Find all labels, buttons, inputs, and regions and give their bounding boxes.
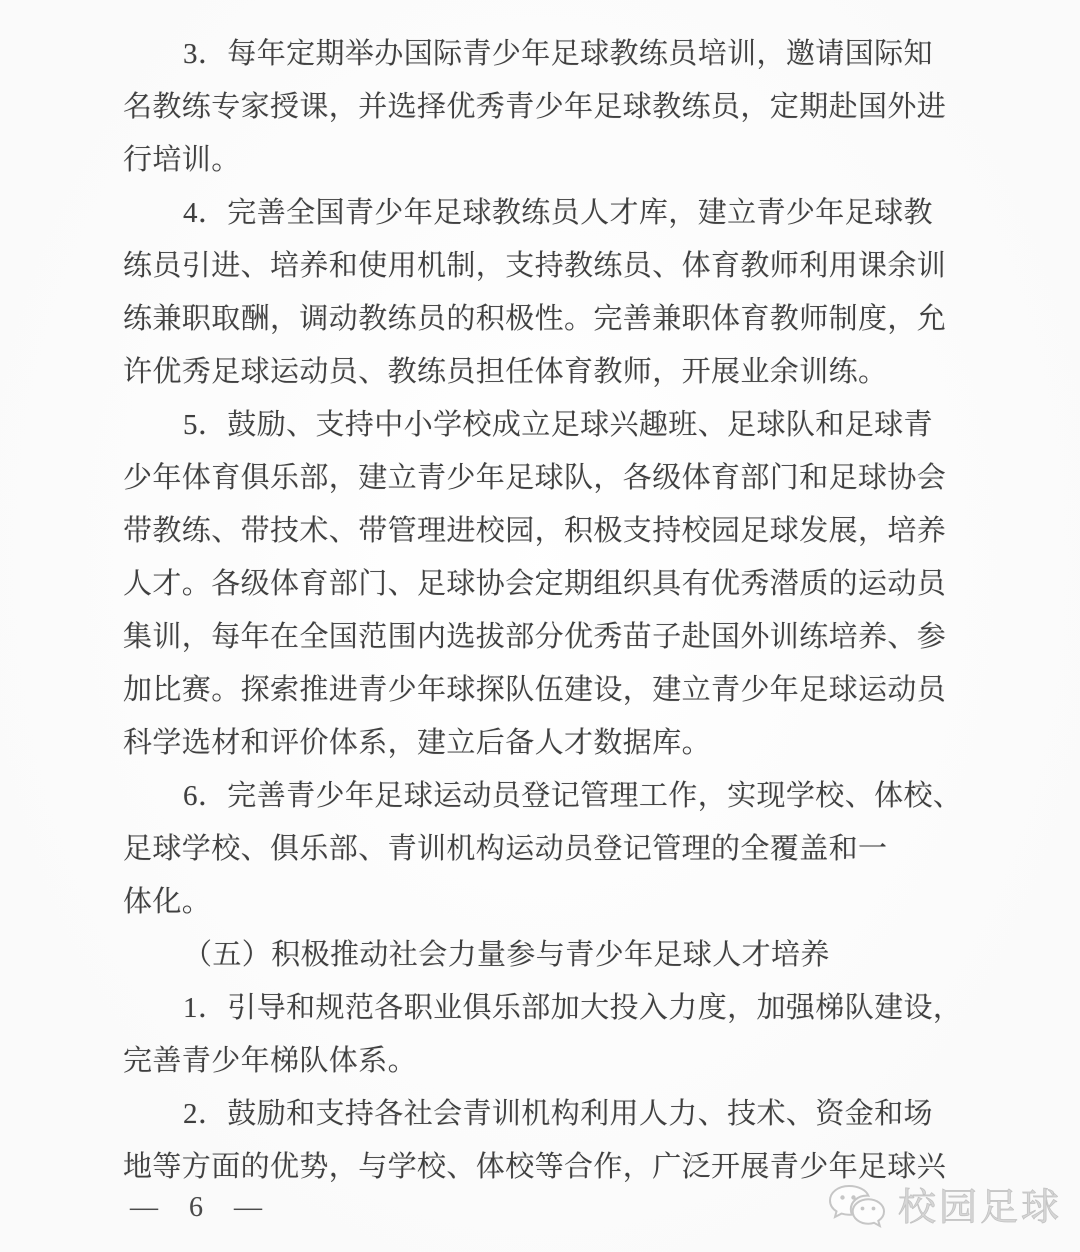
text-line: 科学选材和评价体系，建立后备人才数据库。 bbox=[123, 727, 712, 759]
text-line: 带教练、带技术、带管理进校园，积极支持校园足球发展，培养 bbox=[123, 515, 947, 547]
text-line: 体化。 bbox=[123, 886, 212, 918]
text-line: 行培训。 bbox=[123, 144, 241, 176]
text-line: 4．完善全国青少年足球教练员人才库，建立青少年足球教 bbox=[183, 197, 933, 229]
text-line: （五）积极推动社会力量参与青少年足球人才培养 bbox=[183, 939, 830, 971]
text-line: 2．鼓励和支持各社会青训机构利用人力、技术、资金和场 bbox=[183, 1098, 933, 1130]
text-line: 地等方面的优势，与学校、体校等合作，广泛开展青少年足球兴 bbox=[123, 1151, 947, 1183]
watermark-label: 校园足球 bbox=[897, 1187, 1062, 1229]
text-line: 3．每年定期举办国际青少年足球教练员培训，邀请国际知 bbox=[183, 38, 933, 70]
document-lines bbox=[123, 28, 963, 1194]
text-line: 6．完善青少年足球运动员登记管理工作，实现学校、体校、 bbox=[183, 780, 963, 812]
text-line: 少年体育俱乐部，建立青少年足球队，各级体育部门和足球协会 bbox=[123, 462, 947, 494]
wechat-icon bbox=[824, 1180, 890, 1236]
text-line: 练员引进、培养和使用机制，支持教练员、体育教师利用课余训 bbox=[123, 250, 947, 282]
text-line: 练兼职取酬，调动教练员的积极性。完善兼职体育教师制度，允 bbox=[123, 303, 947, 335]
text-line: 1．引导和规范各职业俱乐部加大投入力度，加强梯队建设， bbox=[183, 992, 963, 1024]
text-line: 许优秀足球运动员、教练员担任体育教师，开展业余训练。 bbox=[123, 356, 888, 388]
text-line: 加比赛。探索推进青少年球探队伍建设，建立青少年足球运动员 bbox=[123, 674, 947, 706]
text-line: 5．鼓励、支持中小学校成立足球兴趣班、足球队和足球青 bbox=[183, 409, 933, 441]
text-line: 人才。各级体育部门、足球协会定期组织具有优秀潜质的运动员 bbox=[123, 568, 947, 600]
text-line: 名教练专家授课，并选择优秀青少年足球教练员，定期赴国外进 bbox=[123, 91, 947, 123]
text-line: 集训，每年在全国范围内选拔部分优秀苗子赴国外训练培养、参 bbox=[123, 621, 947, 653]
text-line: 足球学校、俱乐部、青训机构运动员登记管理的全覆盖和一 bbox=[123, 833, 888, 865]
watermark bbox=[824, 1180, 1062, 1236]
text-line: 完善青少年梯队体系。 bbox=[123, 1045, 418, 1077]
page-number: — 6 — bbox=[130, 1192, 268, 1223]
